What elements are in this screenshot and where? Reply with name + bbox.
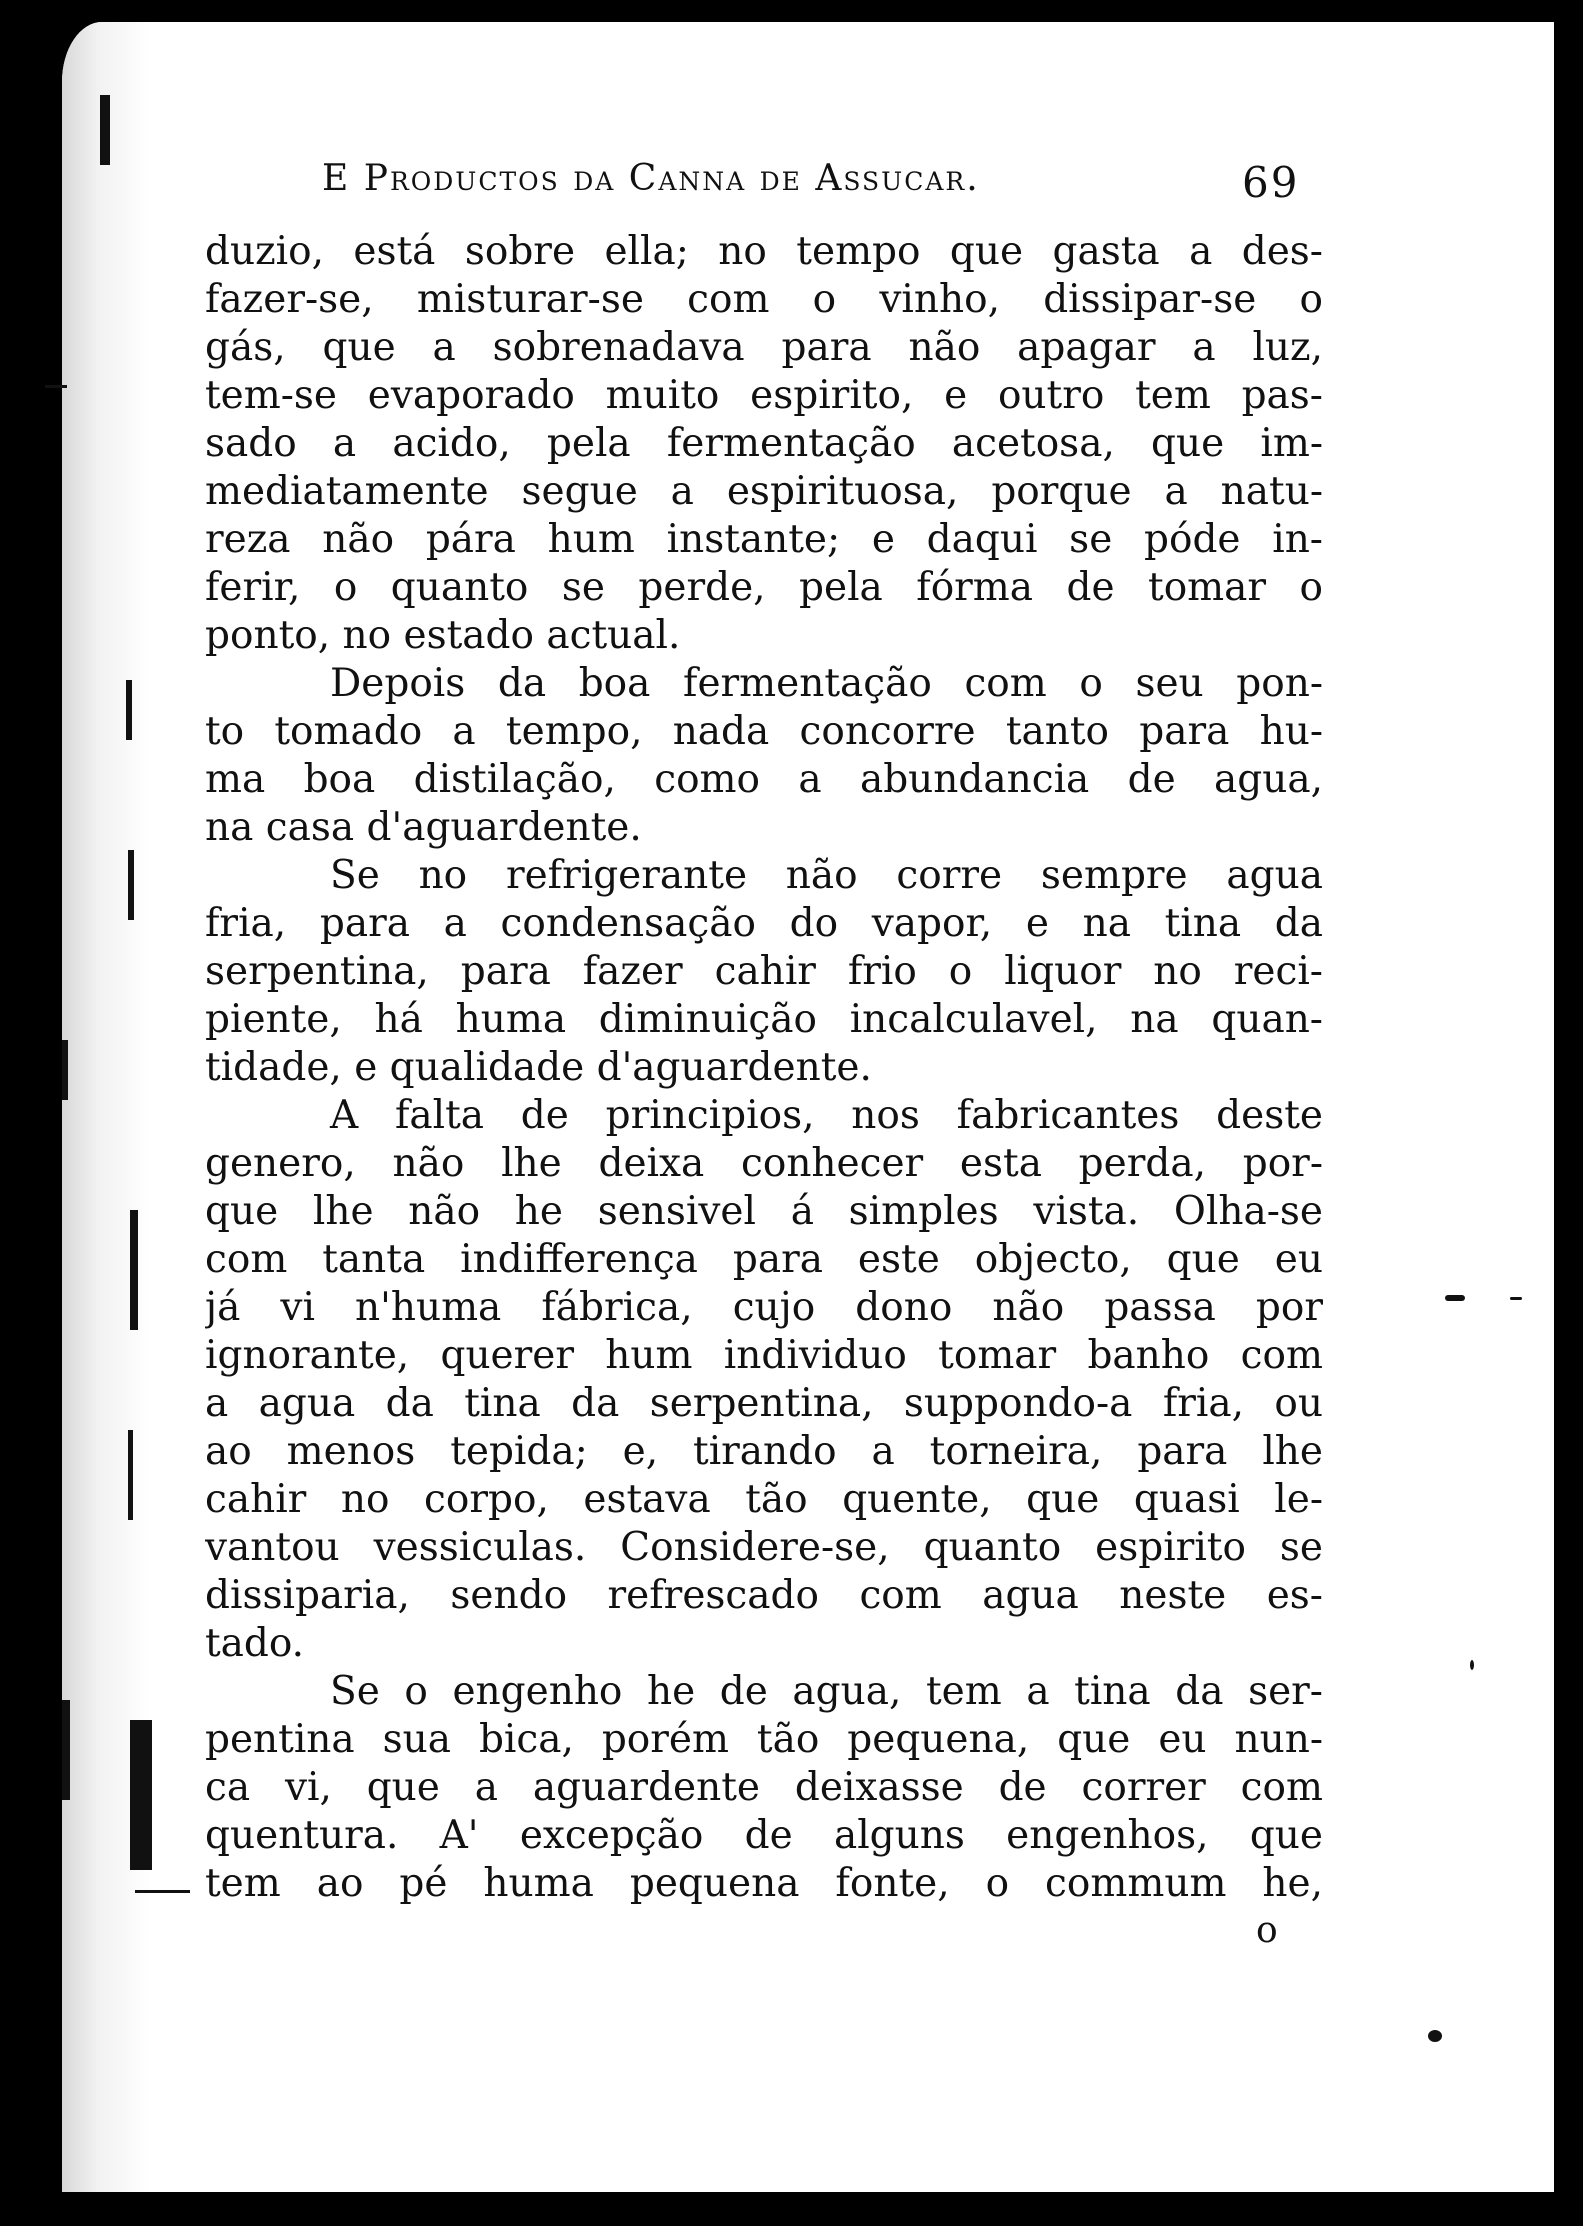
text-line: serpentina, para fazer cahir frio o liquor no reci- bbox=[205, 949, 1323, 994]
text-line: fazer-se, misturar-se com o vinho, dissipar-se o bbox=[205, 277, 1323, 322]
running-title: E Productos da Canna de Assucar. bbox=[322, 158, 980, 199]
text-line: Se o engenho he de agua, tem a tina da ser- bbox=[330, 1669, 1323, 1714]
text-line: tado. bbox=[205, 1621, 305, 1666]
running-head bbox=[322, 158, 1322, 207]
margin-dash bbox=[135, 1890, 190, 1893]
binding-mark bbox=[128, 850, 134, 920]
binding-mark bbox=[62, 1040, 68, 1100]
text-line: gás, que a sobrenadava para não apagar a luz, bbox=[205, 325, 1323, 370]
binding-mark bbox=[126, 680, 132, 740]
ink-speck bbox=[1510, 1297, 1522, 1300]
text-line: tem-se evaporado muito espirito, e outro tem pas- bbox=[205, 373, 1323, 418]
body-text bbox=[205, 228, 1323, 1908]
text-line: vantou vessiculas. Considere-se, quanto espirito se bbox=[205, 1525, 1323, 1570]
binding-mark bbox=[130, 1720, 152, 1870]
text-line: com tanta indifferença para este objecto, que eu bbox=[205, 1237, 1323, 1282]
catchword: o bbox=[1256, 1910, 1278, 1951]
text-line: ignorante, querer hum individuo tomar banho com bbox=[205, 1333, 1323, 1378]
text-line: dissiparia, sendo refrescado com agua neste es- bbox=[205, 1573, 1323, 1618]
text-line: quentura. A' excepção de alguns engenhos, que bbox=[205, 1813, 1323, 1858]
text-line: piente, há huma diminuição incalculavel, na quan- bbox=[205, 997, 1323, 1042]
ink-speck bbox=[1470, 1660, 1474, 1670]
text-line: que lhe não he sensivel á simples vista. Olha-se bbox=[205, 1189, 1323, 1234]
text-line: sado a acido, pela fermentação acetosa, que im- bbox=[205, 421, 1323, 466]
ink-speck bbox=[1445, 1295, 1465, 1301]
text-line: fria, para a condensação do vapor, e na tina da bbox=[205, 901, 1323, 946]
page-number: 69 bbox=[1242, 158, 1300, 207]
text-line: cahir no corpo, estava tão quente, que quasi le- bbox=[205, 1477, 1323, 1522]
text-line: Depois da boa fermentação com o seu pon- bbox=[330, 661, 1323, 706]
text-line: to tomado a tempo, nada concorre tanto para hu- bbox=[205, 709, 1323, 754]
text-line: ao menos tepida; e, tirando a torneira, para lhe bbox=[205, 1429, 1323, 1474]
text-line: ma boa distilação, como a abundancia de agua, bbox=[205, 757, 1323, 802]
text-line: reza não pára hum instante; e daqui se póde in- bbox=[205, 517, 1323, 562]
text-line: ponto, no estado actual. bbox=[205, 613, 681, 658]
text-line: ferir, o quanto se perde, pela fórma de tomar o bbox=[205, 565, 1323, 610]
text-line: na casa d'aguardente. bbox=[205, 805, 642, 850]
text-line: tem ao pé huma pequena fonte, o commum he, bbox=[205, 1861, 1323, 1906]
ink-speck bbox=[1428, 2030, 1442, 2042]
binding-mark bbox=[62, 1700, 70, 1800]
text-line: já vi n'huma fábrica, cujo dono não passa por bbox=[205, 1285, 1323, 1330]
text-line: duzio, está sobre ella; no tempo que gasta a des- bbox=[205, 229, 1323, 274]
margin-dash bbox=[45, 385, 67, 388]
text-line: genero, não lhe deixa conhecer esta perda, por- bbox=[205, 1141, 1323, 1186]
text-line: ca vi, que a aguardente deixasse de correr com bbox=[205, 1765, 1323, 1810]
binding-mark bbox=[130, 1210, 138, 1330]
binding-mark bbox=[128, 1430, 133, 1520]
text-line: pentina sua bica, porém tão pequena, que eu nun- bbox=[205, 1717, 1323, 1762]
text-line: mediatamente segue a espirituosa, porque a natu- bbox=[205, 469, 1323, 514]
binding-mark bbox=[100, 95, 110, 165]
text-line: a agua da tina da serpentina, suppondo-a fria, ou bbox=[205, 1381, 1323, 1426]
text-line: A falta de principios, nos fabricantes deste bbox=[330, 1093, 1323, 1138]
text-line: tidade, e qualidade d'aguardente. bbox=[205, 1045, 872, 1090]
text-line: Se no refrigerante não corre sempre agua bbox=[330, 853, 1323, 898]
